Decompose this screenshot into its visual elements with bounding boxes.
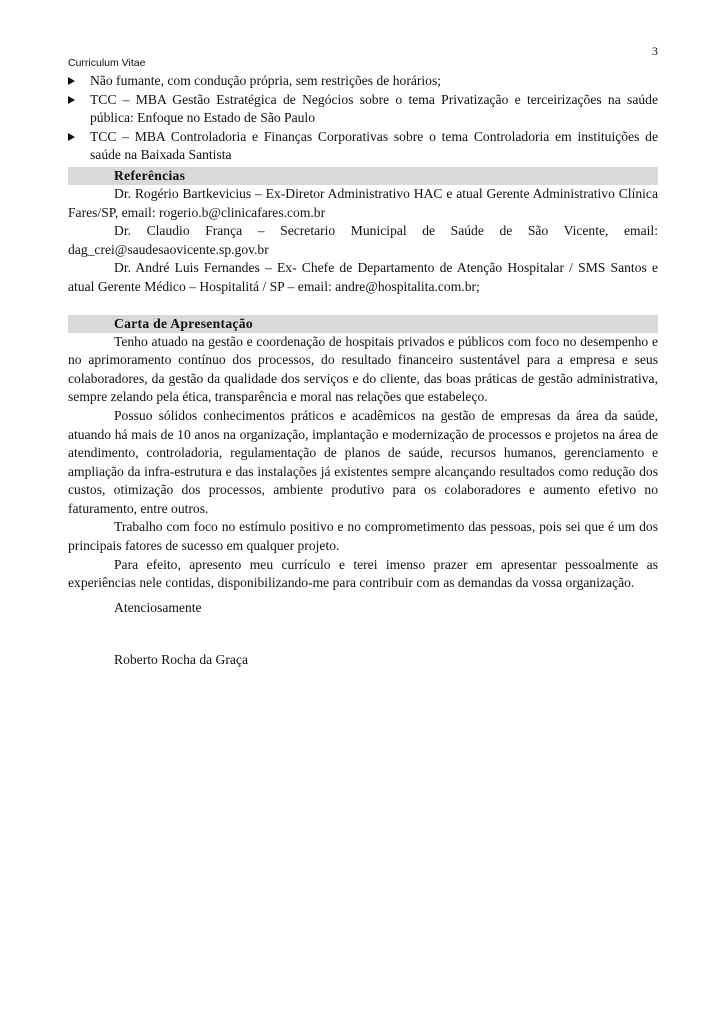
arrow-bullet-icon	[68, 77, 75, 85]
arrow-bullet-icon	[68, 96, 75, 104]
reference-item: Dr. Claudio França – Secretario Municipal de Saúde de São Vicente, email: dag_crei@saudesaovicente.sp.gov.br	[68, 223, 658, 257]
list-item-text: TCC – MBA Gestão Estratégica de Negócios sobre o tema Privatização e terceirizações na saúde pública: Enfoque no Estado de São Paulo	[90, 91, 658, 126]
references-heading: Referências	[68, 167, 658, 185]
signature-name: Roberto Rocha da Graça	[114, 652, 248, 668]
cover-letter-paragraph: Trabalho com foco no estímulo positivo e no comprometimento das pessoas, pois sei que é um dos principais fatores de sucesso em qualquer projeto.	[68, 519, 658, 554]
page-content	[68, 56, 658, 670]
cover-letter-paragraph: Para efeito, apresento meu currículo e terei imenso prazer em apresentar pessoalmente as experiências nele contidas, disponibilizando-me para contribuir com as demandas da vossa organização.	[68, 556, 658, 591]
page-number: 3	[652, 44, 658, 58]
cover-letter-heading: Carta de Apresentação	[68, 315, 658, 333]
list-item-text: Não fumante, com condução própria, sem restrições de horários;	[90, 73, 442, 88]
cover-letter-paragraph: Possuo sólidos conhecimentos práticos e acadêmicos na gestão de empresas da área da saúde, atuando há mais de 10 anos na organização, implantação e modernização de processos e projetos na área de atendimento, controladoria, regulamentação de planos de saúde, recursos humanos, gerenciamento e ampliação da infra-estrutura e das instalações já existentes sempre alcançando resultados como redução dos custos, otimização dos processos, ambiente produtivo para os colaboradores e aumento efetivo no faturamento, entre outros.	[68, 407, 658, 516]
list-item	[68, 91, 658, 128]
list-item	[68, 72, 658, 91]
running-header: Curriculum Vitae	[68, 57, 146, 69]
list-item	[68, 128, 658, 165]
cover-letter-paragraph: Tenho atuado na gestão e coordenação de hospitais privados e públicos com foco no desempenho e no aprimoramento contínuo dos processos, do resultado financeiro sustentável para a empresa e seus colaboradores, da gestão da qualidade dos serviços e do cliente, das boas práticas de gestão administrativa, sempre zelando pela ética, transparência e moral nas relações que estabeleço.	[68, 333, 658, 405]
reference-item: Dr. Rogério Bartkevicius – Ex-Diretor Administrativo HAC e atual Gerente Administrativo Clínica Fares/SP, email: rogerio.b@clinicafares.com.br	[68, 185, 658, 220]
closing-salutation: Atenciosamente	[114, 599, 202, 615]
list-item-text: TCC – MBA Controladoria e Finanças Corporativas sobre o tema Controladoria em instituições de saúde na Baixada Santista	[90, 128, 658, 163]
bullet-list	[68, 72, 658, 165]
reference-item: Dr. André Luis Fernandes – Ex- Chefe de Departamento de Atenção Hospitalar / SMS Santos e atual Gerente Médico – Hospitalitá / SP – email: andre@hospitalita.com.br;	[68, 260, 658, 294]
arrow-bullet-icon	[68, 133, 75, 141]
